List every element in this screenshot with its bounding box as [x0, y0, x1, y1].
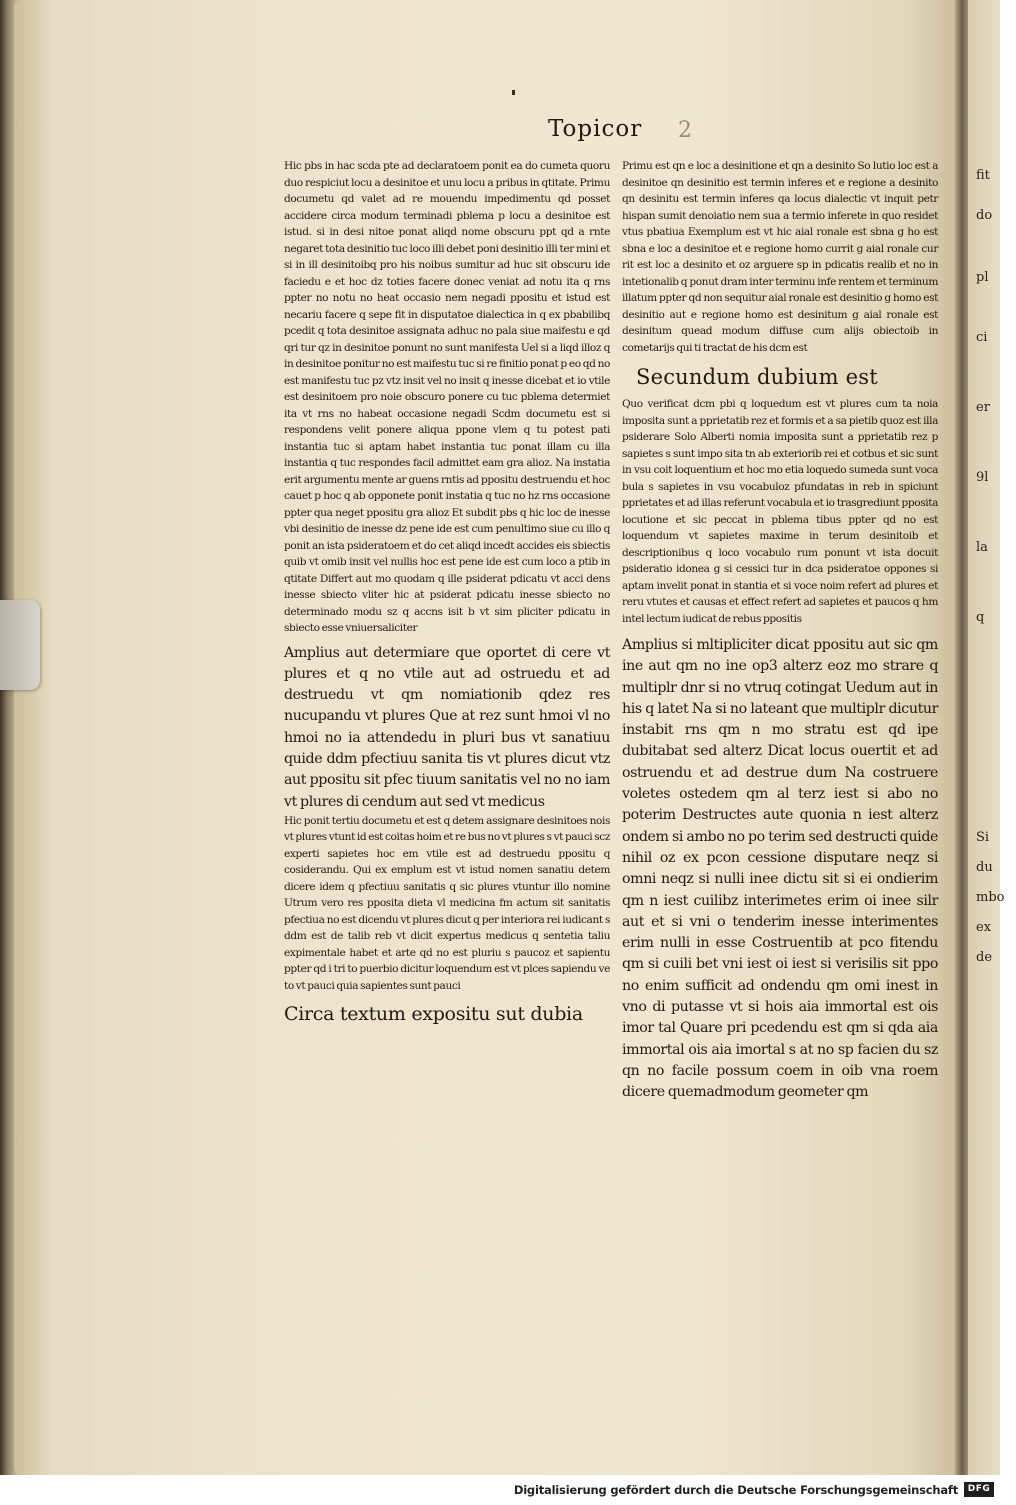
next-page-fragment: ci — [976, 330, 988, 345]
running-head: Topicor — [548, 116, 643, 142]
next-page-fragment: er — [976, 400, 990, 415]
footer-bar — [0, 1475, 1000, 1505]
folio-mark: 2 — [678, 118, 692, 143]
next-page-edge — [968, 0, 1005, 1475]
commentary-paragraph: Hic pbs in hac scda pte ad declaratoem ponit ea do cumeta quoru duo respiciut locu a desinitoe et unu locu a pribus in qtitate. Primu documetu qd valet ad re mouendu impedimentu qd posset accidere circa modum terminadi pblema p locu a desinitoe est istud. si in desi nitoe ponat aliqd nome obscuru ppt qd a rnte negaret tota desinitio tuc loco illi debet poni desinitio illi ter mini et si in ill desinitoibq pro his noibus sumitur ad huc sit obscuru ide faciedu e et hoc dz toties facere donec veniat ad notu ita q rns ppter no notu no heat occasio nem negadi ppositu et istud est necariu facere q sepe fit in disputatoe dialectica in q ex pbabilibq pcedit q tota desinitoe assignata adhuc no pala siue maifestu e qd qri tur qz in desinitoe ponunt no sunt manifesta Uel si a liqd illoz q in desinitoe ponitur no est maifestu tuc si re finitio ponat p eo qd no est manifestu tuc pz vtz insit vel no insit q inesse dicebat et io vtile est desinitoem pro noie obscuro ponere cu tuc pblema determiet ita vt rns no habeat occasione negadi Scdm documetu est si respondens velit ponere aliqua ppone vlem q tu potest pati instantia tuc si aptam habet instantia tuc ponat illam cu illa instantia q tuc respondes facil admittet eam gra alioz. Na instatia erit argumentu mente ar guens rntis ad ppositu destruendu et hoc cauet p hoc q ab opponete ponit instatia q tuc no hz rns occasione ppter qua neget ppositu gra alioz Et subdit pbs q hic loc de inesse vbi desinitio de inesse dz pene ide est cum penultimo siue cu illo q ponit an ista psideratoem et do cet aliqd incedt accides eis sbiectis quib vt omib insit vel nullis hoc est pene ide est cum loco a ptib in qtitate Differt aut mo quodam q ille psiderat pdicatu vt acci dens inesse sbiecto vliter hic at psiderat pdicatu inesse sbiecto no determinado modu sz q accns isit b vt sim pliciter pdicatu in sbiecto esse vniuersaliciter — [284, 160, 610, 634]
next-page-fragment: fit — [976, 168, 990, 183]
section-heading: Circa textum expositu sut dubia — [284, 1003, 583, 1026]
main-text-paragraph: Amplius aut determiare que oportet di cere vt plures et q no vtile aut ad ostruedu et ad destruedu vt qm nomiationib qdez res nucupandu vt plures Que at rez sunt hmoi vl no hmoi no ia attendedu in pluri bus vt sanatiuu quide ddm pfectiuu sanita tis vt plures dicut vtz aut ppositu sit pfec tiuum sanitatis vel no no iam vt plures di cendum aut sed vt medicus — [284, 644, 610, 810]
next-page-fragment: do — [976, 208, 993, 223]
printer-mark — [512, 90, 515, 95]
bookmark-tab — [0, 600, 40, 690]
next-page-fragment: du — [976, 860, 993, 875]
next-page-fragment: pl — [976, 270, 989, 285]
next-page-fragment: de — [976, 950, 993, 965]
right-text-column — [622, 158, 938, 1104]
next-page-fragment: la — [976, 540, 988, 555]
commentary-paragraph: Hic ponit tertiu documetu et est q detem assignare desinitoes nois vt plures vtunt id est coitas hoim et re bus no vt plures s vt pauci scz experti sapietes hoc em vtile est ad destruedu ppositu q cosiderandu. Qui ex emplum est vt istud nomen sanatiu detem dicere idem q pfectiuu sanitatis q sic plures vtuntur illo nomine Utrum vero res pposita dieta vl medicina fm actum sit sanitatis pfectiua no est dicendu vt plures dicut q per interiora rei iudicant s ddm est de talib reb vt dicit expertus medicus q sentetia taliu expimentale habet et arte qd no est pluriu s paucoz et sapientu ppter qd i tri to puerbio dicitur loquendum est vt plces sapiendu ve to vt pauci quia sapientes sunt pauci — [284, 814, 610, 992]
left-text-column — [284, 158, 610, 1028]
next-page-fragment: Si — [976, 830, 990, 845]
section-heading: Secundum dubium est — [636, 365, 878, 389]
dfg-logo: DFG — [964, 1482, 994, 1497]
book-gutter — [955, 0, 969, 1475]
commentary-paragraph: Primu est qn e loc a desinitione et qn a desinito So lutio loc est a desinitoe qn desinitio est termin inferes et e regione a desinito qn desinitu est termin inferes qa locus dialectic vt inquit petr hispan sumit denoiatio nem sua a termio inferete in quo residet vtus pbatiua Exemplum est vt hic aial ronale est sbna g ho est sbna e loc a desinitoe et e regione homo currit g aial ronale cur rit est loc a desinito et oz arguere sp in pdicatis realib et no in intetionalib q ponut dram inter terminu infe rentem et terminum illatum ppter qd non sequitur aial ronale est desinitio g homo est desinitio aut e regione homo est desinitum g aial ronale est desinitum quead modum diffuse cum alijs obiectoib in cometarijs qui ti tractat de his dcm est — [622, 160, 938, 354]
next-page-fragment: ex — [976, 920, 992, 935]
next-page-fragment: q — [976, 610, 985, 625]
commentary-paragraph: Quo verificat dcm pbi q loquedum est vt plures cum ta noia imposita sunt a pprietatib rez et formis et a sa pietib quoz est illa psiderare Solo Alberti nomia imposita sunt a pprietatib rez p sapietes s sunt impo sita tn ab exteriorib rei et cotbus et sic sunt in vsu coit loquentium et hoc mo etia loquedo sumeda sunt voca bula s sapietes in vsu vocabuloz pfundatas in reb in spiciunt pprietates et ad illas referunt vocabula et io trasgrediunt pposita locutione et sic peccat in pblema tibus ppter qd no est loquendum vt sapietes maxime in terum desinitoib et descriptionibus q loco vocabulo rum ponunt vt ista docuit psideratio idonea g si cessici tur in dca psideratoe oppones si aptam invelit ponat in stantia et si voce noim refert ad plures et reru vtutes et causas et effect refert ad sapietes et paucos q hm intel lectum iudicat de rebus ppositis — [622, 398, 938, 625]
funding-notice: Digitalisierung gefördert durch die Deutsche Forschungsgemeinschaft — [513, 1483, 958, 1497]
main-text-paragraph: Amplius si mltipliciter dicat ppositu aut sic qm ine aut qm no ine op3 alterz eoz mo strare q multiplr dnr si no vtruq cotingat Uedum aut in his q latet Na si no lateant que multiplr dicutur instabit rns qm n mo stratu est qd ipe dubitabat sed alterz Dicat locus ouertit et ad ostruendu et ad destrue dum Na costruere voletes ostedem qm al terz iest si abo no poterim Destructes aute quonia n iest alterz ondem si ambo no po terim sed destructi quide nihil oz ex pcon cessione disputare neqz si omni neqz si nulli inee dictu sit si ei ondierim qm n iest cuilibz interimetes erim oi inee silr aut et si vni o tenderim inesse interimentes erim nulli in esse Costruentib at pco fitendu qm si cuili bet vni iest oi iest si verisilis sit ppo no enim sufficit ad ondendu qm omi inest in vno di putasse vt si hois aia immortal est ois imor tal Quare pri pcedendu est qm si qda aia immortal ois aia imortal s at no sp facien du sz qn no facile possum coem in oib vna roem dicere quemadmodum geometer qm — [622, 637, 938, 1101]
next-page-fragment: mbo — [976, 890, 1005, 905]
next-page-fragment: 9l — [976, 470, 989, 485]
